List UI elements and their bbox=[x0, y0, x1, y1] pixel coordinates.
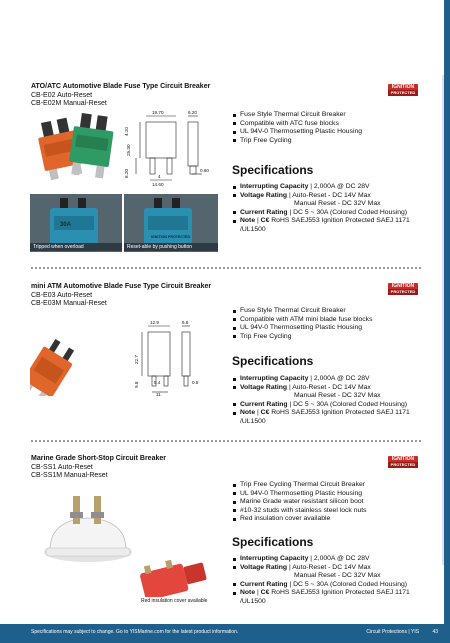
feature-item: Red insulation cover available bbox=[232, 515, 367, 524]
spec-value: DC 5 ~ 30A (Colored Coded Housing) bbox=[293, 208, 408, 216]
spec-voltage-cont: Manual Reset - DC 32V Max bbox=[294, 200, 381, 208]
spec-label: Voltage Rating bbox=[240, 191, 288, 199]
badge-line2: PROTECTED bbox=[388, 289, 418, 295]
spec-value: Auto-Reset - DC 14V Max bbox=[292, 563, 371, 571]
model-auto: CB-SS1 Auto-Reset bbox=[31, 464, 93, 471]
section-divider bbox=[31, 440, 421, 442]
spec-heading: Specifications bbox=[232, 163, 314, 177]
feature-item: Compatible with ATM mini blade fuse blocks bbox=[232, 316, 372, 325]
dim-blade: 6.20 bbox=[124, 169, 129, 178]
dim-gap: 5.4 bbox=[154, 380, 161, 385]
side-rail-accent bbox=[442, 75, 444, 565]
spec-voltage-cont: Manual Reset - DC 32V Max bbox=[294, 572, 381, 580]
stud-left bbox=[73, 496, 80, 524]
side-rail bbox=[444, 0, 450, 643]
footer-brand: YIS bbox=[410, 629, 420, 635]
page-number: 43 bbox=[432, 629, 438, 635]
spec-note: Note | C€ RoHS SAEJ553 Ignition Protected SAEJ 1171 bbox=[232, 409, 432, 418]
feature-item: Trip Free Cycling bbox=[232, 137, 362, 146]
spec-label: Note bbox=[240, 217, 256, 225]
spec-value: RoHS SAEJ553 Ignition Protected SAEJ 1171 bbox=[271, 217, 410, 225]
white-silicone-boot bbox=[50, 518, 126, 550]
feature-item: Fuse Style Thermal Circuit Breaker bbox=[232, 111, 362, 120]
badge-line1: IGNITION bbox=[391, 283, 415, 289]
spec-list bbox=[232, 555, 432, 607]
spec-label: Voltage Rating bbox=[240, 383, 288, 391]
badge-line1: IGNITION bbox=[391, 456, 415, 462]
reset-label: IGNITION PROTECTED bbox=[151, 235, 191, 239]
spec-note-cont: /UL1500 bbox=[240, 417, 266, 425]
feature-item: #10-32 studs with stainless steel lock nuts bbox=[232, 507, 367, 516]
spec-value: 2,000A @ DC 28V bbox=[313, 183, 370, 190]
feature-item: UL 94V-0 Thermosetting Plastic Housing bbox=[232, 490, 367, 499]
badge-line2: PROTECTED bbox=[388, 462, 418, 468]
spec-note-cont: /UL1500 bbox=[240, 225, 266, 233]
product-title: ATO/ATC Automotive Blade Fuse Type Circuit Breaker bbox=[31, 83, 211, 90]
spec-heading: Specifications bbox=[232, 354, 314, 368]
spec-value: Auto-Reset - DC 14V Max bbox=[292, 383, 371, 391]
model-manual: CB-E03M Manual-Reset bbox=[31, 300, 107, 307]
ce-mark: C€ bbox=[260, 589, 270, 597]
product-title: Marine Grade Short-Stop Circuit Breaker bbox=[31, 455, 166, 462]
dim-base: 11 bbox=[156, 392, 161, 396]
ignition-protected-badge bbox=[388, 456, 418, 468]
spec-current: Current Rating | DC 5 ~ 30A (Colored Coded Housing) bbox=[232, 581, 432, 590]
model-auto: CB-E02 Auto-Reset bbox=[31, 92, 93, 99]
feature-item: UL 94V-0 Thermosetting Plastic Housing bbox=[232, 128, 362, 137]
dim-thickness: 0.8 bbox=[192, 380, 199, 385]
caption-reset: Reset-able by pushing button bbox=[124, 243, 218, 251]
spec-voltage: Voltage Rating | Auto-Reset - DC 14V Max bbox=[232, 564, 432, 573]
dim-side-width: 6.6 bbox=[182, 320, 189, 325]
short-stop-photo bbox=[40, 490, 140, 570]
product-title: mini ATM Automotive Blade Fuse Type Circuit Breaker bbox=[31, 283, 212, 290]
section-divider bbox=[31, 267, 421, 269]
spec-value: DC 5 ~ 30A (Colored Coded Housing) bbox=[293, 400, 408, 408]
dim-top: 4.20 bbox=[124, 127, 129, 136]
spec-label: Interrupting Capacity bbox=[240, 375, 309, 382]
dim-thickness: 0.60 bbox=[200, 168, 209, 173]
spec-note: Note | C€ RoHS SAEJ553 Ignition Protected SAEJ 1171 bbox=[232, 589, 432, 598]
spec-voltage: Voltage Rating | Auto-Reset - DC 14V Max bbox=[232, 384, 432, 393]
spec-interrupting: Interrupting Capacity | 2,000A @ DC 28V bbox=[232, 375, 432, 384]
ignition-protected-badge bbox=[388, 84, 418, 96]
badge-line2: PROTECTED bbox=[388, 90, 418, 96]
spec-label: Note bbox=[240, 409, 256, 417]
spec-list bbox=[232, 183, 432, 235]
spec-note: Note | C€ RoHS SAEJ553 Ignition Protected SAEJ 1171 bbox=[232, 217, 432, 226]
ignition-protected-badge bbox=[388, 283, 418, 295]
spec-value: DC 5 ~ 30A (Colored Coded Housing) bbox=[293, 580, 408, 588]
amp-rating-label: 30A bbox=[60, 222, 72, 228]
feature-item: Marine Grade water resistant silicon boot bbox=[232, 498, 367, 507]
spec-interrupting: Interrupting Capacity | 2,000A @ DC 28V bbox=[232, 183, 432, 192]
feature-item: Trip Free Cycling bbox=[232, 333, 372, 342]
spec-current: Current Rating | DC 5 ~ 30A (Colored Coded Housing) bbox=[232, 209, 432, 218]
spec-value: 2,000A @ DC 28V bbox=[313, 375, 370, 382]
dim-base: 14.60 bbox=[152, 182, 164, 187]
feature-item: Compatible with ATC fuse blocks bbox=[232, 120, 362, 129]
model-manual: CB-E02M Manual-Reset bbox=[31, 100, 107, 107]
model-manual: CB-SS1M Manual-Reset bbox=[31, 472, 108, 479]
dim-gap: 4 bbox=[158, 174, 161, 179]
spec-label: Current Rating bbox=[240, 208, 288, 216]
dim-width: 12.9 bbox=[150, 320, 159, 325]
footer-section: Circuit Protections bbox=[366, 629, 407, 635]
ce-mark: C€ bbox=[260, 217, 270, 225]
spec-value: Auto-Reset - DC 14V Max bbox=[292, 191, 371, 199]
dim-height: 22.7 bbox=[134, 355, 139, 364]
badge-line1: IGNITION bbox=[391, 84, 415, 90]
dim-blade: 9.8 bbox=[134, 381, 139, 388]
spec-interrupting: Interrupting Capacity | 2,000A @ DC 28V bbox=[232, 555, 432, 564]
dim-height: 25.30 bbox=[126, 144, 131, 156]
spec-current: Current Rating | DC 5 ~ 30A (Colored Coded Housing) bbox=[232, 401, 432, 410]
mini-breaker-photo bbox=[30, 316, 130, 396]
breakers-photo bbox=[30, 110, 122, 196]
feature-list bbox=[232, 307, 372, 341]
spec-label: Current Rating bbox=[240, 400, 288, 408]
spec-value: RoHS SAEJ553 Ignition Protected SAEJ 1171 bbox=[271, 589, 410, 597]
feature-item: Fuse Style Thermal Circuit Breaker bbox=[232, 307, 372, 316]
drawing-body bbox=[146, 122, 176, 158]
spec-label: Current Rating bbox=[240, 580, 288, 588]
spec-list bbox=[232, 375, 432, 427]
spec-voltage: Voltage Rating | Auto-Reset - DC 14V Max bbox=[232, 192, 432, 201]
spec-value: RoHS SAEJ553 Ignition Protected SAEJ 1171 bbox=[271, 409, 410, 417]
spec-value: 2,000A @ DC 28V bbox=[313, 555, 370, 562]
feature-list bbox=[232, 481, 367, 524]
dim-width: 19.70 bbox=[152, 110, 164, 115]
feature-item: Trip Free Cycling Thermal Circuit Breaker bbox=[232, 481, 367, 490]
feature-item: UL 94V-0 Thermosetting Plastic Housing bbox=[232, 324, 372, 333]
dim-side-width: 6.20 bbox=[188, 110, 197, 115]
ce-mark: C€ bbox=[260, 409, 270, 417]
spec-label: Interrupting Capacity bbox=[240, 183, 309, 190]
footer-note: Specifications may subject to change. Go to YISMarine.com for the latest product information. bbox=[31, 629, 239, 635]
spec-label: Note bbox=[240, 589, 256, 597]
spec-note-cont: /UL1500 bbox=[240, 597, 266, 605]
caption-tripped: Tripped when overload bbox=[30, 243, 122, 251]
caption-red-cover: Red insulation cover available bbox=[138, 597, 210, 605]
stud-right bbox=[94, 496, 101, 524]
dimension-drawing bbox=[122, 108, 222, 190]
spec-label: Voltage Rating bbox=[240, 563, 288, 571]
spec-label: Interrupting Capacity bbox=[240, 555, 309, 562]
model-auto: CB-E03 Auto-Reset bbox=[31, 292, 93, 299]
feature-list bbox=[232, 111, 362, 145]
spec-heading: Specifications bbox=[232, 535, 314, 549]
footer-separator: | bbox=[408, 629, 410, 635]
spec-voltage-cont: Manual Reset - DC 32V Max bbox=[294, 392, 381, 400]
mini-dimension-drawing bbox=[130, 318, 210, 396]
footer-right bbox=[366, 629, 438, 635]
